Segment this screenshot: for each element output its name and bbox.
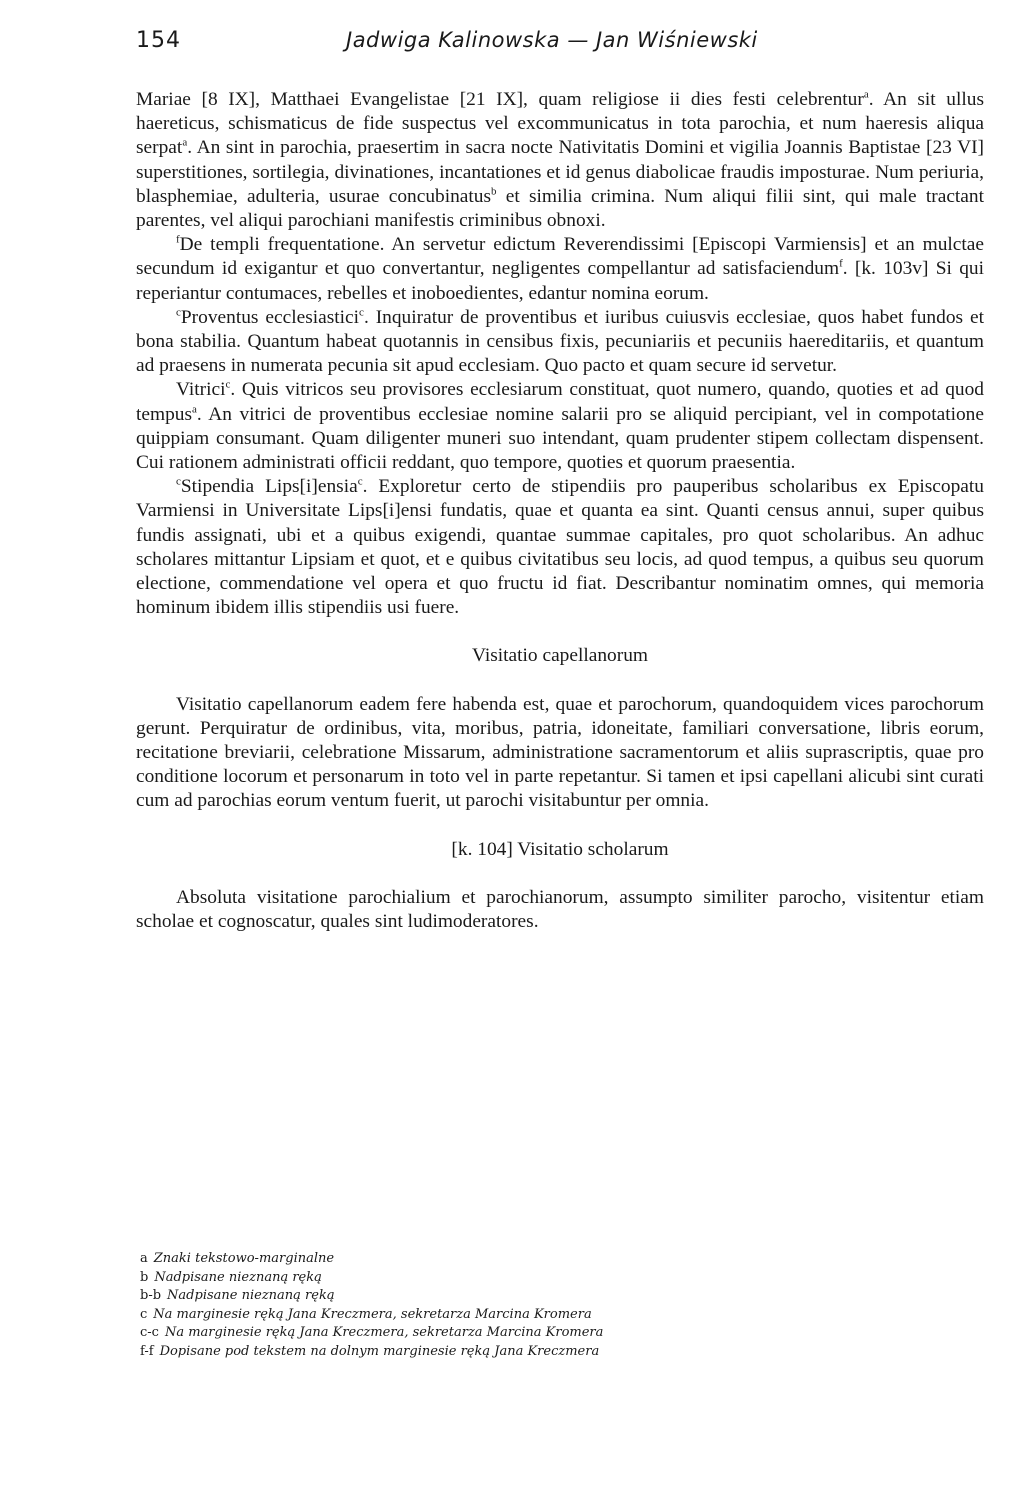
- footnotes: [140, 1250, 800, 1362]
- footnote: b Nadpisane nieznaną ręką: [140, 1269, 322, 1285]
- paragraph: $^c$Stipendia Lips[i]ensia$^c$. Exploretur certo de stipendiis pro pauperibus scholaribus ex Episcopatu Varmiensi in Universitate Lips[i]ensi fundatis, quae et quanta ea sint. Quanti census annui, super quibus fundis assignati, ubi et a quibus exigendi, quantae summae capitales, pro quot scholaribus. An adhuc scholares mittantur Lipsiam et quot, et e quibus civitatibus seu locis, ad quod tempus, a quibus seu quorum electione, commendatione vel opera et quo fructu id fiat. Describantur nominatim omnes, qui memoria hominum ibidem illis stipendiis usi fuere.: [136, 475, 984, 619]
- footnote-ref: c: [176, 306, 181, 319]
- footnote: c-c Na marginesie ręką Jana Kreczmera, sekretarza Marcina Kromera: [140, 1325, 604, 1341]
- footnote-ref: a: [863, 88, 869, 101]
- footnote-ref: b: [491, 185, 497, 198]
- footnote-ref: f: [176, 233, 180, 246]
- paragraph: $^f$De templi frequentatione. An servetur edictum Reverendissimi [Episcopi Varmiensis] et an mulctae secundum id exigantur et quo convertantur, negligentes compellantur ad satisfaciendum$^f$. [k. 103v] Si qui reperiantur contumaces, rebelles et inoboedientes, edantur nomina eorum.: [136, 233, 984, 304]
- footnote: c Na marginesie ręką Jana Kreczmera, sekretarza Marcina Kromera: [140, 1306, 592, 1322]
- footnote-ref: a: [192, 403, 197, 416]
- footnote-ref: c: [225, 378, 231, 391]
- paragraph: Absoluta visitatione parochialium et parochianorum, assumpto similiter parocho, visitentur etiam scholae et cognoscatur, quales sint ludimoderatores.: [136, 886, 984, 933]
- section-heading: [k. 104] Visitatio scholarum: [451, 838, 669, 860]
- page-header: [136, 28, 984, 68]
- footnote-ref: f: [839, 257, 843, 270]
- footnote-ref: c: [176, 475, 181, 488]
- footnote: f-f Dopisane pod tekstem na dolnym marginesie ręką Jana Kreczmera: [140, 1343, 600, 1359]
- section-heading: Visitatio capellanorum: [472, 645, 648, 667]
- main-text: [136, 88, 984, 934]
- footnote-ref: a: [182, 136, 188, 149]
- paragraph: Visitatio capellanorum eadem fere habenda est, quae et parochorum, quandoquidem vices parochorum gerunt. Perquiratur de ordinibus, vita, moribus, patria, idoneitate, familiari conversatione, libris eorum, recitatione breviarii, celebratione Missarum, administratione sacramentorum et aliis suprascriptis, quae pro conditione locorum et personarum in toto vel in parte repetantur. Si tamen et ipsi capellani alicubi sint curati cum ad parochias eorum ventum fuerit, ut parochi visitabuntur per omnia.: [136, 693, 984, 812]
- page-number: 154: [136, 28, 181, 53]
- footnote-ref: c: [359, 306, 364, 319]
- paragraph: $^c$Proventus ecclesiastici$^c$. Inquiratur de proventibus et iuribus cuiusvis ecclesiae, quos habet fundos et bona stabilia. Quantum habeat quotannis in censibus fixis, pecuniariis et pecuniis haereditariis, et quantum ad praesens in numerata pecunia sit apud ecclesiam. Quo pacto et quam secure id servetur.: [136, 306, 984, 377]
- paragraph: Vitrici$^c$. Quis vitricos seu provisores ecclesiarum constituat, quot numero, quando, quoties et ad quod tempus$^a$. An vitrici de proventibus ecclesiae nomine salarii pro se aliquid percipiant, vel in compotatione quippiam consumant. Quam diligenter muneri suo intendant, quam prudenter stipem collectam dispensent. Cui rationem administrati officii reddant, quo tempore, quoties et quorum praesentia.: [136, 378, 984, 474]
- footnote: a Znaki tekstowo-marginalne: [140, 1251, 335, 1266]
- paragraph: Mariae [8 IX], Matthaei Evangelistae [21 IX], quam religiose ii dies festi celebrentur$^a$. An sit ullus haereticus, schismaticus de fide suspectus vel excommunicatus in tota parochia, et num haeresis aliqua serpat$^a$. An sint in parochia, praesertim in sacra nocte Nativitatis Domini et vigilia Joannis Baptistae [23 VI] superstitiones, sortilegia, divinationes, incantationes et id genus diabolicae fraudis imposturae. Num periuria, blasphemiae, adulteria, usurae concubinatus$^b$ et similia crimina. Num aliqui filii sint, qui male tractant parentes, vel aliqui parochiani manifestis criminibus obnoxi.: [136, 88, 985, 232]
- footnote-ref: c: [357, 475, 363, 488]
- footnote: b-b Nadpisane nieznaną ręką: [140, 1288, 335, 1304]
- running-head: Jadwiga Kalinowska — Jan Wiśniewski: [346, 28, 758, 52]
